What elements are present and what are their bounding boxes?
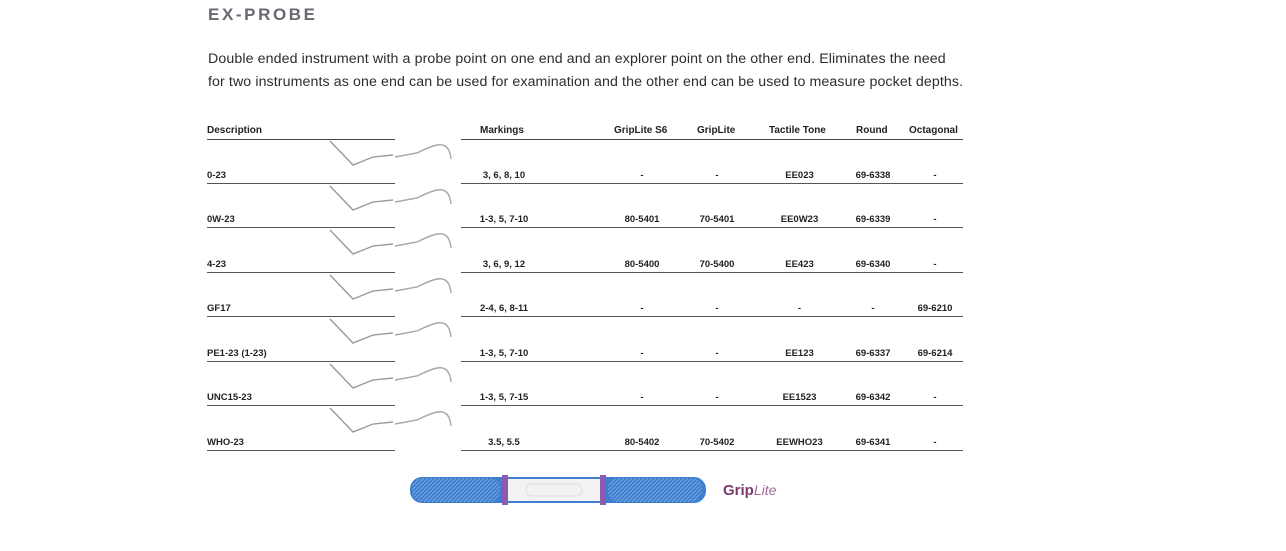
header-griplite-s6: GripLite S6 bbox=[614, 125, 668, 136]
row-griplite-s6: 80-5401 bbox=[624, 214, 660, 225]
row-griplite-s6: - bbox=[640, 347, 644, 359]
row-octagonal: - bbox=[933, 436, 937, 448]
explorer-end bbox=[395, 234, 451, 248]
probe-end bbox=[330, 275, 393, 299]
row-griplite: - bbox=[715, 169, 719, 181]
row-tactile-tone: EE0W23 bbox=[780, 214, 819, 225]
product-table bbox=[207, 125, 963, 451]
explorer-end bbox=[395, 189, 451, 203]
table-row bbox=[207, 184, 963, 229]
row-rule bbox=[207, 450, 395, 451]
row-tactile-tone: EE123 bbox=[785, 347, 814, 359]
header-markings: Markings bbox=[480, 125, 524, 136]
row-tactile-tone: EE423 bbox=[785, 258, 814, 270]
row-description: GF17 bbox=[207, 303, 231, 314]
handle-grip-right bbox=[608, 478, 702, 502]
row-round: 69-6341 bbox=[855, 436, 891, 448]
probe-end bbox=[330, 141, 393, 165]
row-griplite-s6: - bbox=[640, 303, 644, 314]
explorer-end bbox=[395, 278, 451, 292]
explorer-end bbox=[395, 367, 451, 381]
row-round: 69-6338 bbox=[855, 169, 891, 181]
handle-grip-left bbox=[412, 478, 500, 502]
row-griplite-s6: 80-5400 bbox=[624, 258, 660, 270]
product-description bbox=[208, 48, 968, 94]
instrument-image bbox=[325, 313, 455, 357]
row-markings: 3, 6, 8, 10 bbox=[482, 169, 526, 181]
table-row bbox=[207, 317, 963, 362]
explorer-end bbox=[395, 145, 451, 159]
header-description: Description bbox=[207, 125, 263, 136]
header-griplite: GripLite bbox=[697, 125, 736, 136]
row-markings: 3, 6, 9, 12 bbox=[482, 258, 526, 270]
description-line-1: Double ended instrument with a probe point on one end and an explorer point on the other end. Eliminates the need bbox=[208, 51, 946, 67]
row-description: 0-23 bbox=[207, 169, 227, 181]
explorer-end bbox=[395, 323, 451, 337]
row-tactile-tone: EE023 bbox=[785, 169, 814, 181]
row-griplite-s6: - bbox=[640, 392, 644, 403]
row-octagonal: 69-6214 bbox=[917, 347, 953, 359]
probe-end bbox=[330, 319, 393, 343]
instrument-image bbox=[325, 135, 455, 179]
probe-end bbox=[330, 186, 393, 210]
table-row bbox=[207, 139, 963, 184]
explorer-end bbox=[395, 412, 451, 426]
instrument-image bbox=[325, 180, 455, 224]
row-description: 4-23 bbox=[207, 258, 227, 270]
instrument-image bbox=[325, 269, 455, 313]
instrument-image bbox=[325, 358, 455, 402]
instrument-image bbox=[325, 402, 455, 446]
probe-end bbox=[330, 364, 393, 388]
row-griplite: 70-5400 bbox=[699, 258, 735, 270]
table-row bbox=[207, 273, 963, 318]
logo-grip: Grip bbox=[723, 482, 754, 499]
row-markings: 1-3, 5, 7-15 bbox=[479, 392, 529, 403]
row-griplite-s6: 80-5402 bbox=[624, 436, 660, 448]
row-tactile-tone: EEWHO23 bbox=[776, 436, 823, 448]
row-description: PE1-23 (1-23) bbox=[207, 347, 267, 359]
row-griplite: - bbox=[715, 303, 719, 314]
handle-center bbox=[508, 479, 600, 501]
row-octagonal: - bbox=[933, 214, 937, 225]
row-round: 69-6340 bbox=[855, 258, 891, 270]
row-griplite-s6: - bbox=[640, 169, 644, 181]
header-round: Round bbox=[856, 125, 888, 136]
table-header bbox=[207, 125, 963, 139]
row-description: 0W-23 bbox=[207, 214, 235, 225]
table-row bbox=[207, 228, 963, 273]
table-body bbox=[207, 139, 963, 451]
griplite-logo bbox=[723, 482, 776, 499]
table-row bbox=[207, 362, 963, 407]
row-round: 69-6337 bbox=[855, 347, 891, 359]
description-line-2: for two instruments as one end can be used for examination and the other end can be used to measure pocket depths. bbox=[208, 74, 964, 90]
handle-ring-right bbox=[600, 475, 606, 505]
instrument-image bbox=[325, 224, 455, 268]
row-rule bbox=[461, 450, 963, 451]
row-markings: 2-4, 6, 8-11 bbox=[479, 303, 529, 314]
row-griplite: 70-5401 bbox=[699, 214, 735, 225]
probe-end bbox=[330, 230, 393, 254]
row-round: - bbox=[871, 303, 875, 314]
logo-lite: Lite bbox=[753, 482, 777, 498]
table-row bbox=[207, 406, 963, 451]
row-octagonal: - bbox=[933, 258, 937, 270]
row-round: 69-6339 bbox=[855, 214, 891, 225]
row-griplite: 70-5402 bbox=[699, 436, 735, 448]
griplite-handle-image bbox=[408, 470, 708, 510]
row-octagonal: - bbox=[933, 169, 937, 181]
row-octagonal: 69-6210 bbox=[917, 303, 953, 314]
row-round: 69-6342 bbox=[855, 392, 891, 403]
row-markings: 3.5, 5.5 bbox=[488, 436, 520, 448]
row-griplite: - bbox=[715, 392, 719, 403]
row-markings: 1-3, 5, 7-10 bbox=[479, 214, 529, 225]
header-octagonal: Octagonal bbox=[909, 125, 958, 136]
row-description: WHO-23 bbox=[207, 436, 244, 448]
header-tactile-tone: Tactile Tone bbox=[769, 125, 826, 136]
row-markings: 1-3, 5, 7-10 bbox=[479, 347, 529, 359]
page-title: EX-PROBE bbox=[208, 5, 318, 24]
row-griplite: - bbox=[715, 347, 719, 359]
handle-ring-left bbox=[502, 475, 508, 505]
probe-end bbox=[330, 408, 393, 432]
row-description: UNC15-23 bbox=[207, 392, 252, 403]
row-octagonal: - bbox=[933, 392, 937, 403]
row-tactile-tone: - bbox=[797, 303, 802, 314]
row-tactile-tone: EE1523 bbox=[782, 392, 817, 403]
